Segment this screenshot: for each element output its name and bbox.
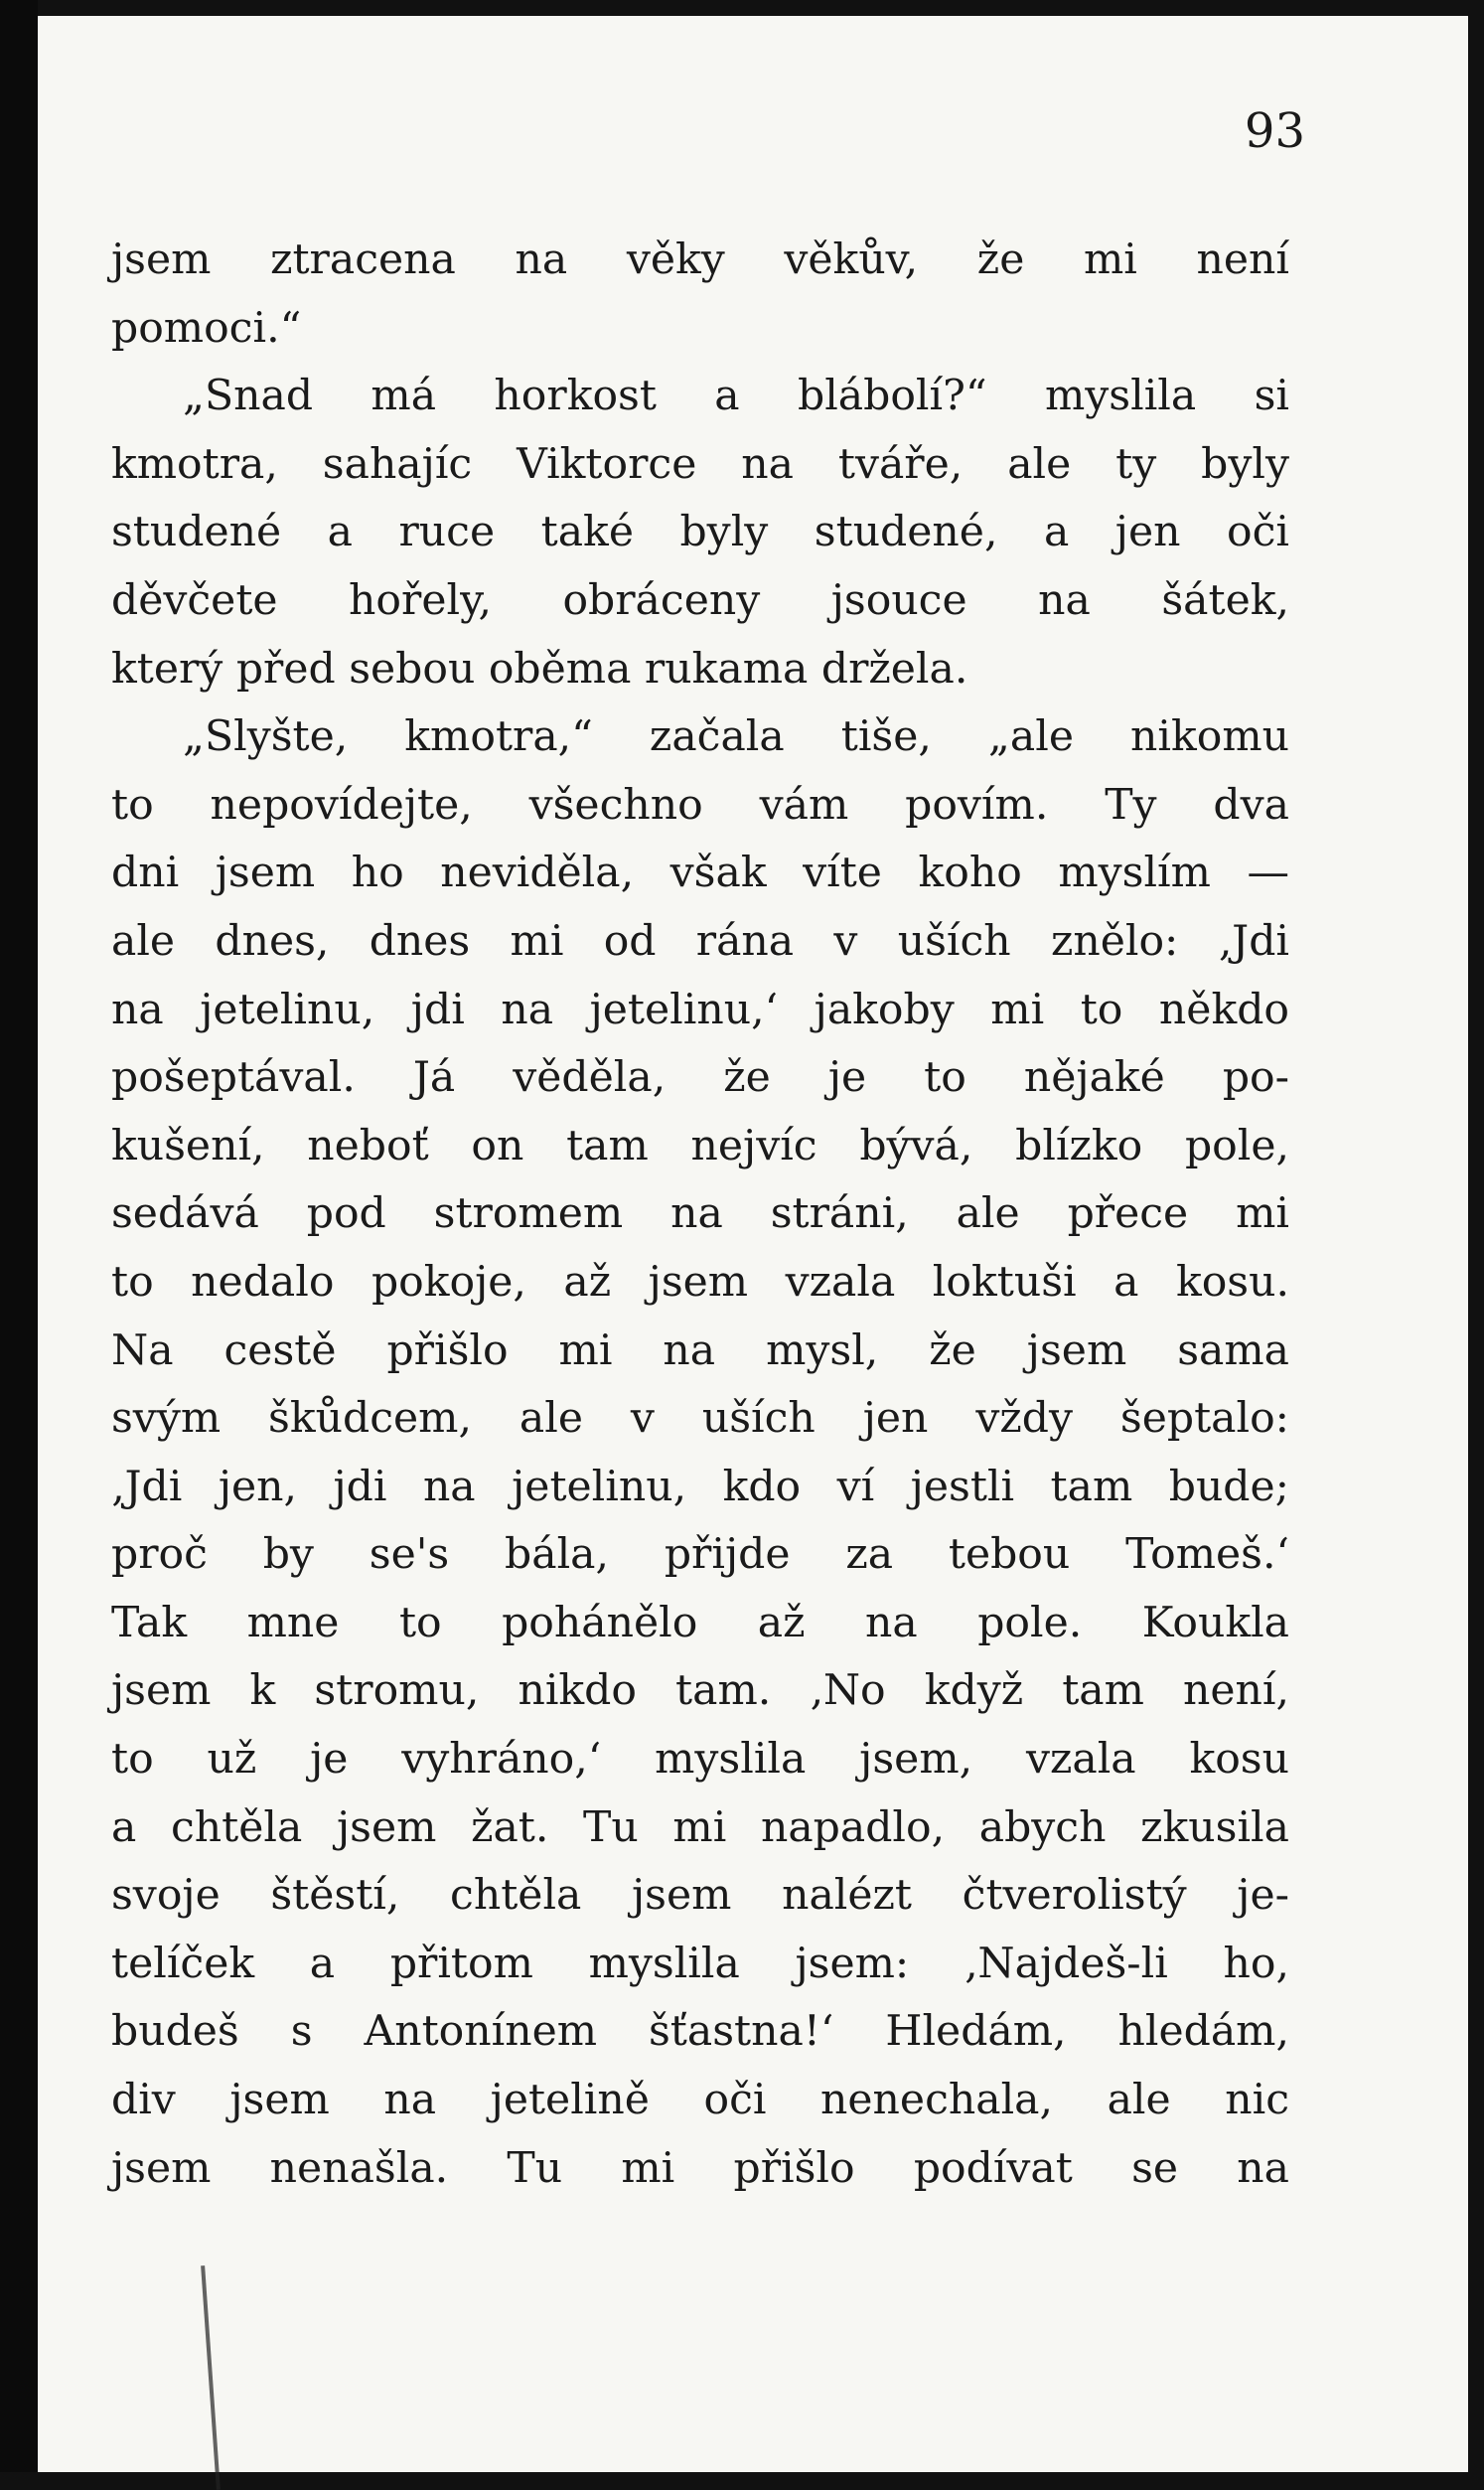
text-line: ‚Jdi jen, jdi na jetelinu, kdo ví jestli tam bude; (111, 1462, 1289, 1511)
text-line: děvčete hořely, obráceny jsouce na šátek, (111, 575, 1289, 625)
page-number: 93 (1244, 103, 1305, 159)
text-line: jsem ztracena na věky věkův, že mi není (111, 235, 1289, 284)
body-text (111, 227, 1289, 2203)
text-line: který před sebou oběma rukama držela. (111, 644, 968, 694)
text-line: „Slyšte, kmotra,“ začala tiše, „ale nikomu (183, 712, 1289, 762)
text-line: Tak mne to pohánělo až na pole. Koukla (111, 1598, 1289, 1647)
text-line: jsem k stromu, nikdo tam. ‚No když tam není, (111, 1666, 1289, 1716)
text-line: jsem nenašla. Tu mi přišlo podívat se na (111, 2143, 1289, 2193)
text-line: sedává pod stromem na stráni, ale přece mi (111, 1189, 1289, 1239)
text-line: div jsem na jetelině oči nenechala, ale nic (111, 2076, 1289, 2125)
text-line: to nedalo pokoje, až jsem vzala loktuši a kosu. (111, 1257, 1289, 1307)
text-line: svým škůdcem, ale v uších jen vždy šeptalo: (111, 1394, 1289, 1444)
text-line: „Snad má horkost a blábolí?“ myslila si (183, 372, 1289, 421)
text-line: a chtěla jsem žat. Tu mi napadlo, abych zkusila (111, 1802, 1289, 1852)
text-line: Na cestě přišlo mi na mysl, že jsem sama (111, 1325, 1289, 1375)
scan-border-left (0, 0, 38, 2490)
text-line: pomoci.“ (111, 303, 302, 353)
text-line: ale dnes, dnes mi od rána v uších znělo: ‚Jdi (111, 916, 1289, 966)
scan-border-bottom (0, 2472, 1484, 2490)
text-line: dni jsem ho neviděla, však víte koho myslím — (111, 849, 1289, 898)
text-line: svoje štěstí, chtěla jsem nalézt čtverolistý je- (111, 1871, 1289, 1921)
text-line: kušení, neboť on tam nejvíc bývá, blízko pole, (111, 1121, 1289, 1170)
text-line: telíček a přitom myslila jsem: ‚Najdeš-li ho, (111, 1939, 1289, 1988)
text-line: to nepovídejte, všechno vám povím. Ty dva (111, 780, 1289, 830)
text-line: kmotra, sahajíc Viktorce na tváře, ale ty byly (111, 439, 1289, 489)
scan-scratch-mark (201, 2265, 221, 2490)
text-line: pošeptával. Já věděla, že je to nějaké po- (111, 1053, 1289, 1103)
scan-border-top (0, 0, 1484, 16)
text-line: budeš s Antonínem šťastna!‘ Hledám, hledám, (111, 2007, 1289, 2057)
text-line: proč by se's bála, přijde za tebou Tomeš.‘ (111, 1530, 1289, 1580)
text-line: to už je vyhráno,‘ myslila jsem, vzala kosu (111, 1735, 1289, 1785)
text-line: na jetelinu, jdi na jetelinu,‘ jakoby mi to někdo (111, 985, 1289, 1034)
text-line: studené a ruce také byly studené, a jen oči (111, 508, 1289, 557)
scan-border-right (1468, 0, 1484, 2490)
